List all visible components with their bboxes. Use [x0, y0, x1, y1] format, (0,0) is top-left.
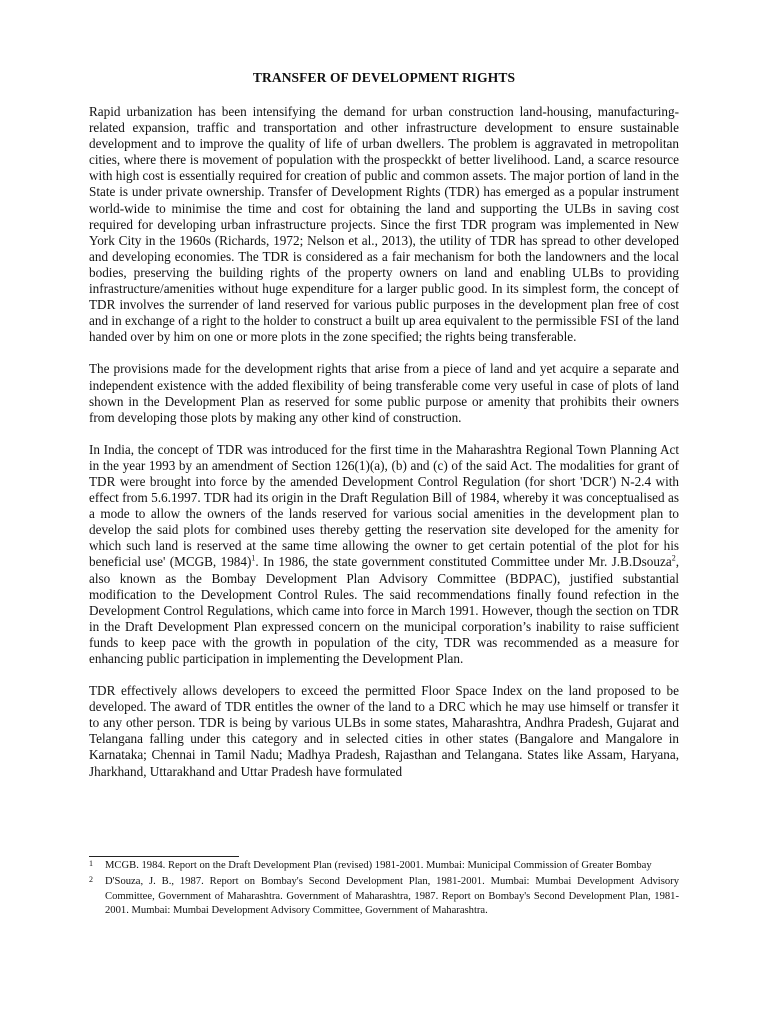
footnote-marker: 2 [89, 874, 93, 884]
paragraph-text-part: In India, the concept of TDR was introduced for the first time in the Maharashtra Regional Town Planning Act in the year 1993 by an amendment of Section 126(1)(a), (b) and (c) of the said Act. The modalities for grant of TDR were brought into force by the amended Development Control Regulation (for short 'DCR') N-2.4 with effect from 5.6.1997. TDR had its origin in the Draft Regulation Bill of 1984, whereby it was conceptualised as a mode to allow the owners of the lands reserved for various social amenities in the development plan to develop the said plots for combined uses thereby getting the reservation site developed for the amenity for which such land is reserved at the same time allowing the owner to get certain potential of the plot for his beneficial use' (MCGB, 1984) [89, 441, 679, 570]
footnote-item [89, 875, 679, 919]
document-title: TRANSFER OF DEVELOPMENT RIGHTS [252, 70, 516, 85]
paragraph-intro: Rapid urbanization has been intensifying the demand for urban construction land-housing, manufacturing-related expansion, traffic and transportation and other infrastructure development to ensure sustainable development and to improve the quality of life of urban dwellers. The problem is aggravated in metropolitan cities, where there is movement of population with the prospeckkt of better livelihood. Land, a scarce resource with high cost is essentially required for creation of public and common assets. The major portion of land in the State is under private ownership. Transfer of Development Rights (TDR) has emerged as a popular instrument world-wide to minimise the time and cost for obtaining the land and supporting the ULBs in saving cost required for developing urban infrastructure projects. Since the first TDR program was implemented in New York City in the 1960s (Richards, 1972; Nelson et al., 2013), the utility of TDR has spread to other developed and developing economies. The TDR is considered as a fair mechanism for both the landowners and the local bodies, preserving the building rights of the property owners on land and enabling ULBs to providing infrastructure/amenities without huge expenditure for a larger public good. In its simplest form, the concept of TDR involves the surrender of land reserved for various public purposes in the development plan free of cost and in exchange of a right to the holder to construct a built up area equivalent to the permissible FSI of the land handed over by him on one or more plots in the zone specified; the rights being transferable. [89, 104, 679, 345]
paragraph-india-history [89, 442, 679, 667]
footnote-separator [89, 856, 239, 857]
document-page [89, 70, 679, 796]
footnote-reference: 2 [671, 554, 676, 564]
paragraph-text-part: . In 1986, the state government constituted Committee under Mr. J.B.Dsouza [255, 554, 672, 570]
footnotes-section [89, 859, 679, 920]
paragraph-text-part: , also known as the Bombay Development Plan Advisory Committee (BDPAC), justified substantial modification to the Development Control Rules. The said recommendations finally found refection in the Development Control Regulations, which came into force in March 1991. However, though the section on TDR in the Draft Development Plan expressed concern on the municipal corporation’s inability to raise sufficient funds to keep pace with the growth in population of the city, TDR was recommended as a measure for enhancing public participation in implementing the Development Plan. [89, 554, 679, 666]
footnote-text: MCGB. 1984. Report on the Draft Development Plan (revised) 1981-2001. Mumbai: Municipal Commission of Greater Bombay [105, 860, 652, 871]
footnote-marker: 1 [89, 859, 93, 868]
footnote-text: D'Souza, J. B., 1987. Report on Bombay's Second Development Plan, 1981-2001. Mumbai: Mumbai Development Advisory Committee, Government of Maharashtra. Government of Maharashtra, 1987. Report on Bombay's Second Development Plan, 1981-2001. Mumbai: Mumbai Development Advisory Committee, Government of Maharashtra. [105, 875, 679, 917]
footnote-reference: 1 [251, 554, 256, 564]
paragraph-tdr-effect: TDR effectively allows developers to exceed the permitted Floor Space Index on the land proposed to be developed. The award of TDR entitles the owner of the land to a DRC which he may use himself or transfer it to any other person. TDR is being by various ULBs in some states, Maharashtra, Andhra Pradesh, Gujarat and Telangana falling under this category and in selected cities in other states (Bangalore and Mangalore in Karnataka; Chennai in Tamil Nadu; Madhya Pradesh, Rajasthan and Telangana. States like Assam, Haryana, Jharkhand, Uttarakhand and Uttar Pradesh have formulated [89, 683, 679, 779]
footnote-item [89, 859, 679, 874]
paragraph-provisions: The provisions made for the development rights that arise from a piece of land and yet acquire a separate and independent existence with the added flexibility of being transferable come very useful in case of plots of land shown in the Development Plan as reserved for some public purpose or amenity that prohibits their owners from developing those plots by making any other kind of construction. [89, 361, 679, 425]
